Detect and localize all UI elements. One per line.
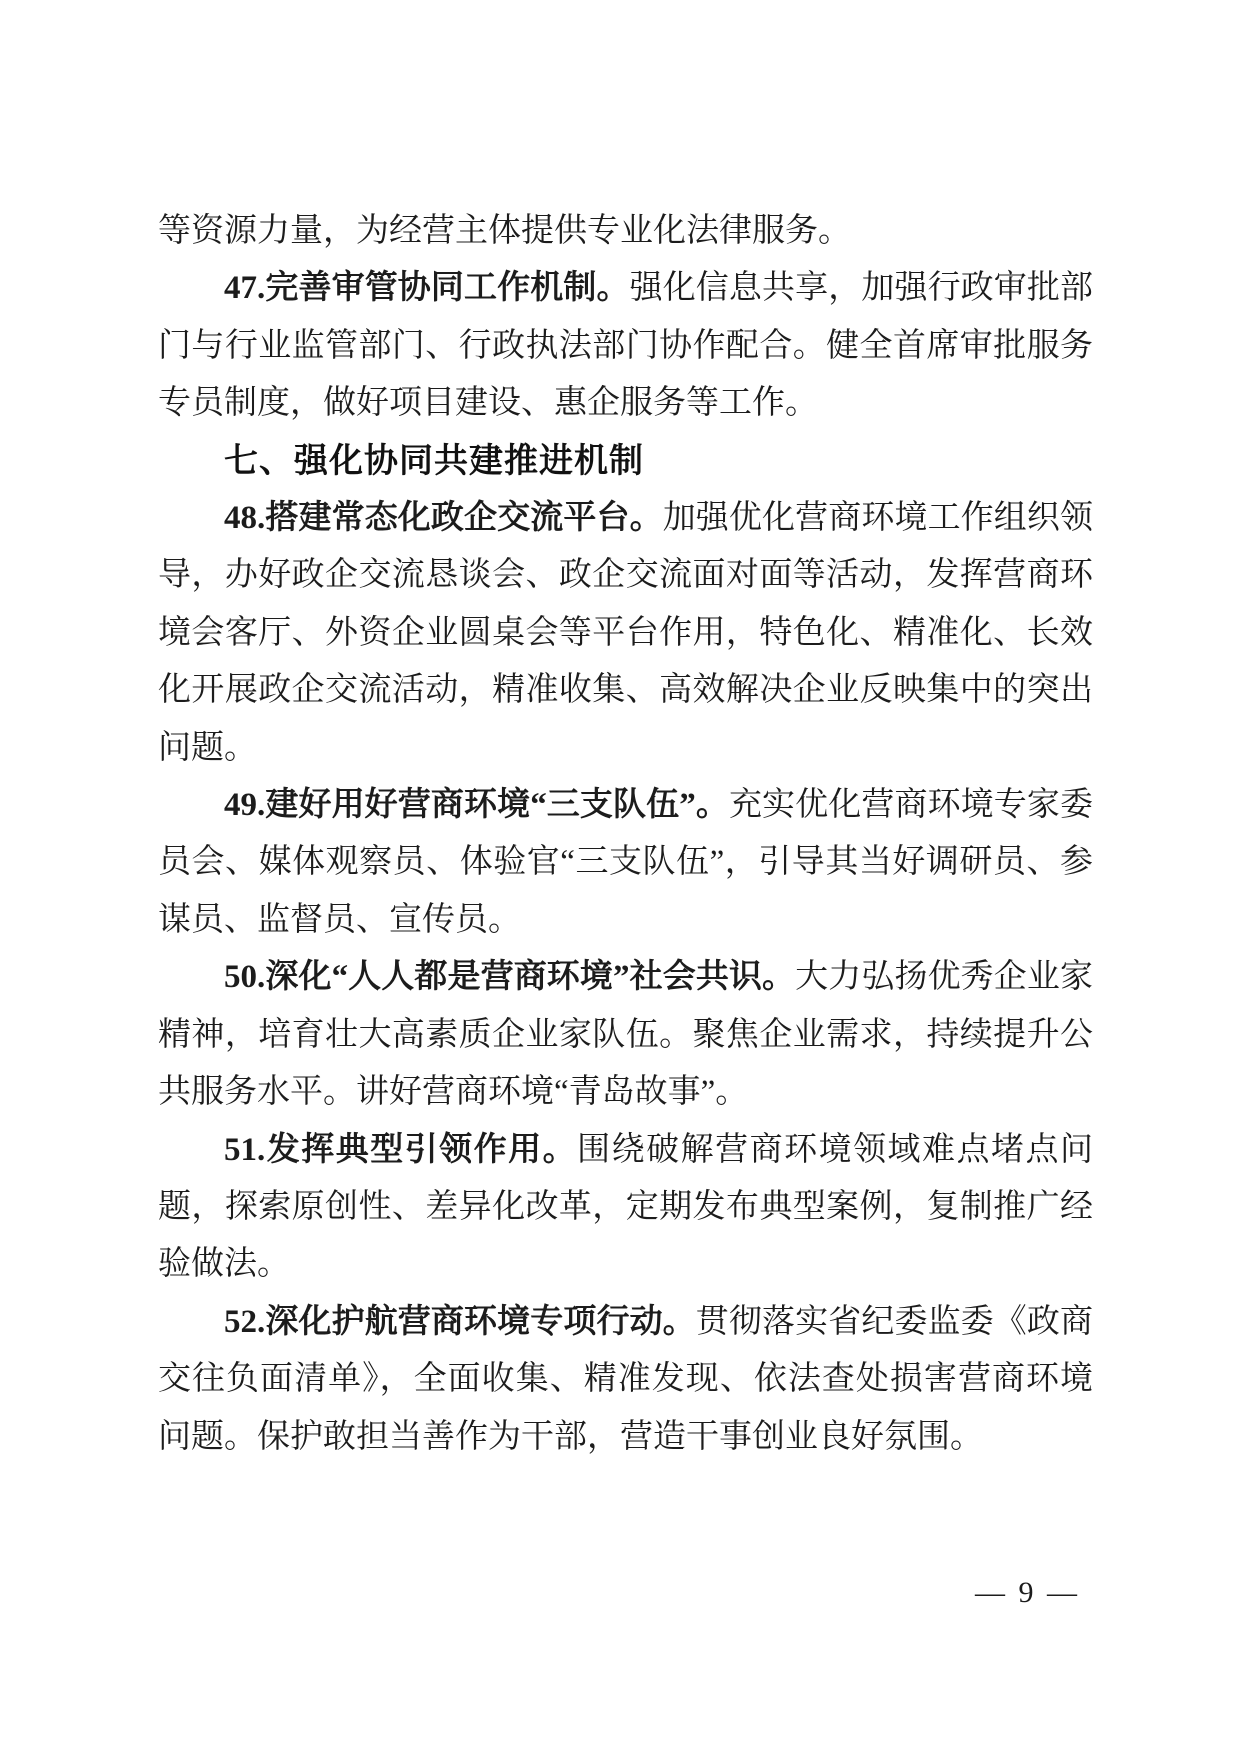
paragraph-continuation [158,203,1093,260]
paragraph-text: 等资源力量，为经营主体提供专业化法律服务。 [158,213,851,249]
item-51-text: 围绕破解营商环境领域难点堵点问题，探索原创性、差异化改革，定期发布典型案例，复制推广经验做法。 [158,1131,1094,1283]
paragraph-item-51 [158,1122,1093,1294]
paragraph-item-50 [158,949,1093,1121]
item-52-lead: 52.深化护航营商环境专项行动。 [224,1303,696,1340]
paragraph-item-47 [158,260,1093,432]
page-number: — 9 — [975,1576,1080,1609]
document-body [158,203,1093,1466]
item-50-lead: 50.深化“人人都是营商环境”社会共识。 [224,959,796,996]
section-heading-7 [158,433,1093,490]
paragraph-item-49 [158,777,1093,949]
item-47-text: 强化信息共享，加强行政审批部门与行业监管部门、行政执法部门协作配合。健全首席审批服务专员制度，做好项目建设、惠企服务等工作。 [158,270,1094,422]
paragraph-item-52 [158,1294,1093,1466]
item-52-text: 贯彻落实省纪委监委《政商交往负面清单》，全面收集、精准发现、依法查处损害营商环境问题。保护敢担当善作为干部，营造干事创业良好氛围。 [158,1303,1094,1455]
item-51-lead: 51.发挥典型引领作用。 [224,1131,578,1168]
item-47-lead: 47.完善审管协同工作机制。 [224,270,630,307]
item-50-text: 大力弘扬优秀企业家精神，培育壮大高素质企业家队伍。聚焦企业需求，持续提升公共服务水平。讲好营商环境“青岛故事”。 [158,959,1094,1111]
item-49-lead: 49.建好用好营商环境“三支队伍”。 [224,787,729,824]
item-49-text: 充实优化营商环境专家委员会、媒体观察员、体验官“三支队伍”，引导其当好调研员、参谋员、监督员、宣传员。 [158,787,1094,938]
section-heading-text: 七、强化协同共建推进机制 [224,441,644,480]
paragraph-item-48 [158,490,1093,777]
item-48-lead: 48.搭建常态化政企交流平台。 [224,500,663,537]
item-48-text: 加强优化营商环境工作组织领导，办好政企交流恳谈会、政企交流面对面等活动，发挥营商环境会客厅、外资企业圆桌会等平台作用，特色化、精准化、长效化开展政企交流活动，精准收集、高效解决企业反映集中的突出问题。 [158,500,1094,766]
